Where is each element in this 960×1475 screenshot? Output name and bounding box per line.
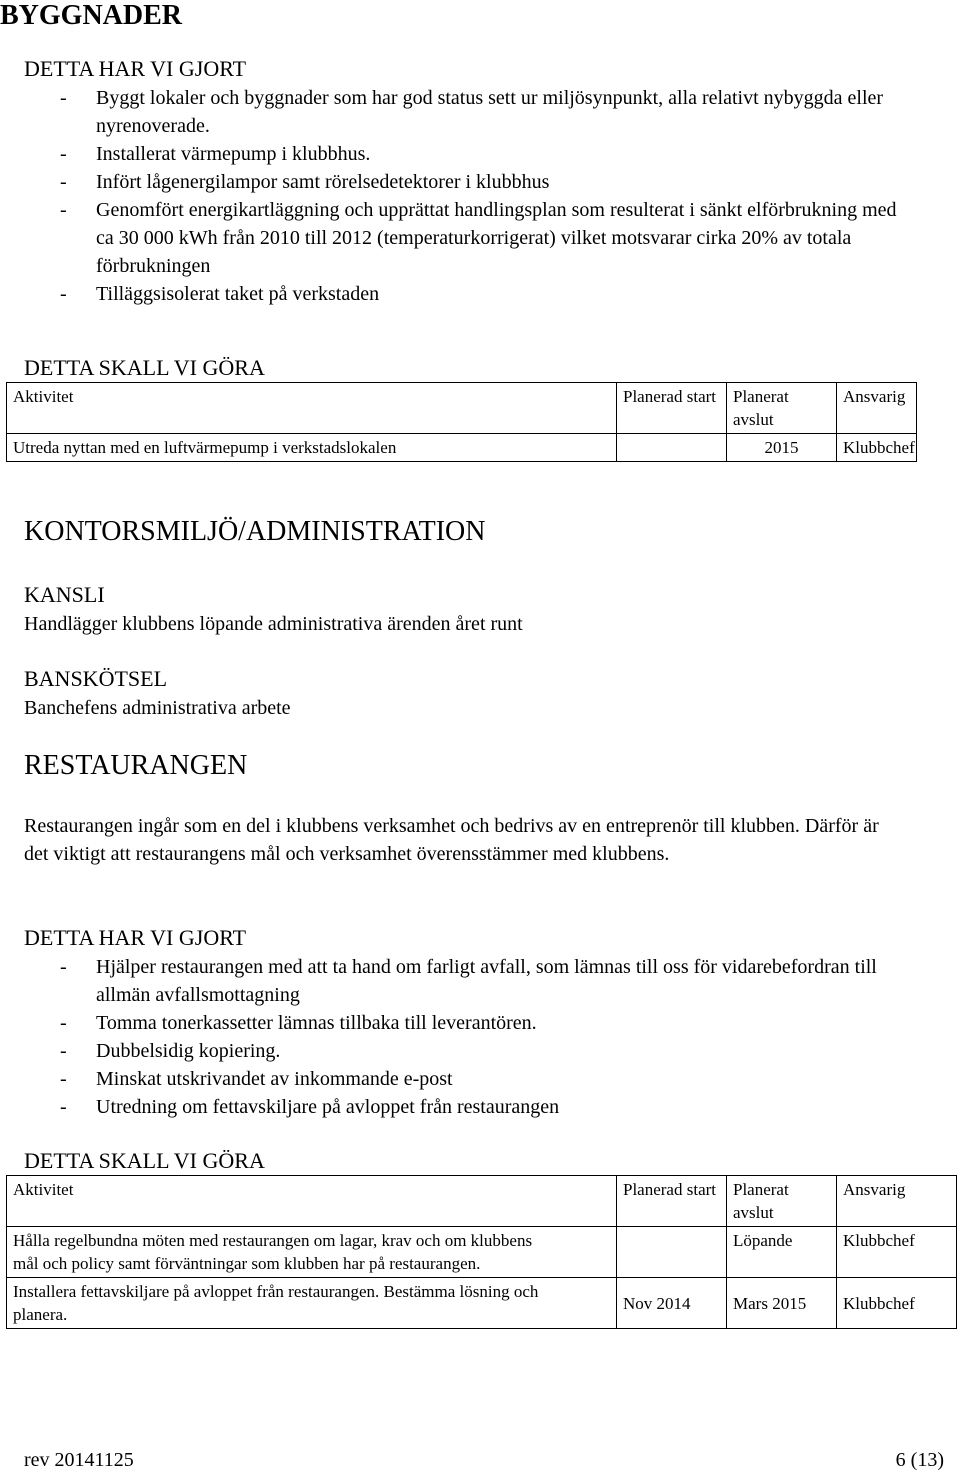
table-cell: Klubbchef (837, 1278, 957, 1329)
table-header-row (7, 383, 917, 434)
section-title-byggnader: BYGGNADER (0, 0, 183, 31)
table-cell: 2015 (727, 434, 837, 462)
table-row (7, 434, 917, 462)
list-item: - Tomma tonerkassetter lämnas tillbaka till leverantören. (60, 1012, 537, 1034)
restaurang-intro: Restaurangen ingår som en del i klubbens verksamhet och bedrivs av en entreprenör till klubben. Därför är det viktigt att restaurangens mål och verksamhet överensstämmer med klubbens. (24, 815, 879, 865)
table-cell: Mars 2015 (727, 1278, 837, 1329)
section-title-restaurangen: RESTAURANGEN (24, 750, 248, 781)
list-item: - Minskat utskrivandet av inkommande e-post (60, 1068, 453, 1090)
table-cell: Löpande (727, 1227, 837, 1278)
table-row (7, 1227, 957, 1278)
list-item: - Genomfört energikartläggning och upprättat handlingsplan som resulterat i sänkt elförbrukning med ca 30 000 kWh från 2010 till 2012 (temperaturkorrigerat) vilket motsvarar cirka 20% av totala förbrukningen (60, 199, 897, 277)
list-item: - Tilläggsisolerat taket på verkstaden (60, 283, 380, 305)
plan-table-byggnader (6, 382, 917, 462)
table-cell (617, 434, 727, 462)
header-cell-activity: Aktivitet (7, 383, 617, 434)
revision-label: rev 20141125 (24, 1449, 134, 1471)
kansli-heading: KANSLI (24, 582, 105, 607)
table-row (7, 1278, 957, 1329)
list-item: - Hjälper restaurangen med att ta hand om farligt avfall, som lämnas till oss för vidarebefordran till allmän avfallsmottagning (60, 956, 877, 1006)
table-cell: Utreda nyttan med en luftvärmepump i verkstadslokalen (7, 434, 617, 462)
done-list-byggnader (22, 84, 922, 308)
todo-heading-byggnader: DETTA SKALL VI GÖRA (24, 355, 265, 380)
table-cell: Hålla regelbundna möten med restaurangen om lagar, krav och om klubbens mål och policy samt förväntningar som klubben har på restaurangen. (7, 1227, 617, 1278)
page-number: 6 (13) (895, 1449, 944, 1471)
list-item: - Byggt lokaler och byggnader som har god status sett ur miljösynpunkt, alla relativt nybyggda eller nyrenoverade. (60, 87, 884, 137)
header-cell-start: Planerad start (617, 1176, 727, 1227)
header-cell-responsible: Ansvarig (837, 383, 917, 434)
table-cell (617, 1227, 727, 1278)
list-item: - Utredning om fettavskiljare på avloppet från restaurangen (60, 1096, 560, 1118)
banskotsel-text: Banchefens administrativa arbete (24, 697, 291, 719)
todo-heading-restaurang: DETTA SKALL VI GÖRA (24, 1148, 265, 1173)
header-cell-end: Planerat avslut (727, 383, 837, 434)
header-cell-end: Planerat avslut (727, 1176, 837, 1227)
table-header-row (7, 1176, 957, 1227)
list-item: - Infört lågenergilampor samt rörelsedetektorer i klubbhus (60, 171, 550, 193)
plan-table-restaurang (6, 1175, 957, 1329)
done-heading-restaurang: DETTA HAR VI GJORT (24, 925, 247, 950)
table-cell: Klubbchef (837, 434, 917, 462)
done-list-restaurang (22, 953, 902, 1121)
done-heading-byggnader: DETTA HAR VI GJORT (24, 56, 247, 81)
section-title-kontor: KONTORSMILJÖ/ADMINISTRATION (24, 516, 486, 547)
table-cell: Nov 2014 (617, 1278, 727, 1329)
list-item: - Installerat värmepump i klubbhus. (60, 143, 371, 165)
table-cell: Installera fettavskiljare på avloppet från restaurangen. Bestämma lösning och planera. (7, 1278, 617, 1329)
header-cell-responsible: Ansvarig (837, 1176, 957, 1227)
header-cell-activity: Aktivitet (7, 1176, 617, 1227)
header-cell-start: Planerad start (617, 383, 727, 434)
kansli-text: Handlägger klubbens löpande administrativa ärenden året runt (24, 613, 523, 635)
table-cell: Klubbchef (837, 1227, 957, 1278)
list-item: - Dubbelsidig kopiering. (60, 1040, 281, 1062)
banskotsel-heading: BANSKÖTSEL (24, 666, 168, 691)
